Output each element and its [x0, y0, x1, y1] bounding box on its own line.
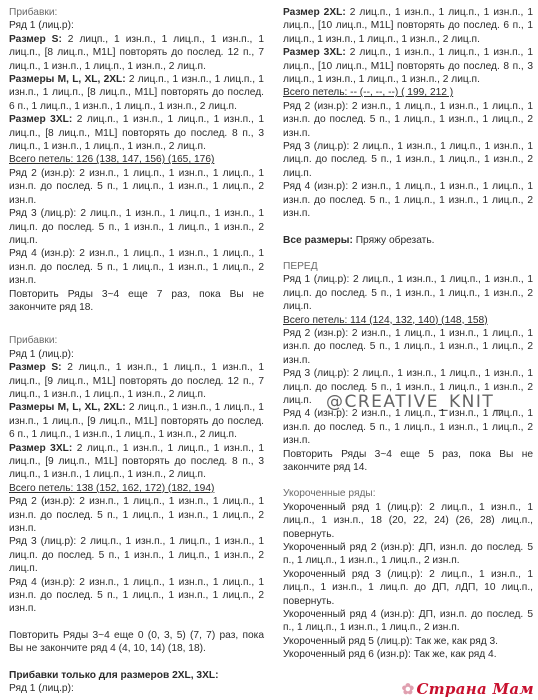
size-instruction [9, 113, 264, 153]
row-instruction: Ряд 4 (изн.р): 2 изн.п., 1 лиц.п., 1 изн.п., 1 лиц.п., 1 изн.п. до послед. 5 п., 1 лиц.п., 1 изн.п., 1 лиц.п., 2 изн.п. [9, 576, 264, 615]
stitch-total: Всего петель: 126 (138, 147, 156) (165, 176) [9, 154, 215, 166]
row-instruction: Ряд 4 (изн.р): 2 изн.п., 1 лиц.п., 1 изн.п., 1 лиц.п., 1 изн.п. до послед. 5 п., 1 лиц.п., 1 изн.п., 1 лиц.п., 2 изн.п. [283, 408, 533, 447]
repeat-instruction: Повторить Ряды 3~4 еще 7 раз, пока Вы не закончите ряд 18. [9, 288, 264, 313]
stitch-total: Всего петель: 114 (124, 132, 140) (148, 158) [283, 314, 488, 326]
size-label: Размер 3XL: [9, 114, 73, 126]
size-instruction [9, 442, 264, 482]
stitch-total: Всего петель: -- (--, --, --) ( 199, 212 ) [283, 87, 454, 99]
short-rows-heading: Укороченные ряды: [283, 488, 376, 500]
short-row-instruction: Укороченный ряд 1 (лиц.р): 2 лиц.п., 1 изн.п., 1 лиц.п., 1 изн.п., 18 (20, 22, 24) (26, 28) лиц.п., повернуть. [283, 501, 533, 540]
row-instruction: Ряд 2 (изн.р): 2 изн.п., 1 лиц.п., 1 изн.п., 1 лиц.п., 1 изн.п. до послед. 5 п., 1 лиц.п., 1 изн.п., 1 лиц.п., 2 изн.п. [283, 327, 533, 366]
stitch-total: Всего петель: 138 (152, 162, 172) (182, 194) [9, 482, 215, 494]
size-instruction [9, 361, 264, 401]
size-text: 2 лиц.п., 1 изн.п., 1 лиц.п., 1 изн.п., 1 лиц.п., [8 лиц.п., M1L] повторять до послед. 6 п., 1 лиц.п., 1 изн.п., 1 лиц.п., 1 изн.п., 2 лиц.п. [9, 74, 264, 112]
repeat-instruction: Повторить Ряды 3~4 еще 0 (0, 3, 5) (7, 7) раз, пока Вы не закончите ряд 4 (4, 10, 14) (18, 18). [9, 629, 264, 655]
row-instruction: Ряд 2 (изн.р): 2 изн.п., 1 лиц.п., 1 изн.п., 1 лиц.п., 1 изн.п. до послед. 5 п., 1 лиц.п., 1 изн.п., 1 лиц.п., 2 изн.п. [9, 496, 264, 535]
size-label: Размеры M, L, XL, 2XL: [9, 402, 126, 414]
repeat-instruction: Повторить Ряды 3~4 еще 5 раз, пока Вы не закончите ряд 14. [283, 448, 533, 473]
size-instruction [283, 46, 533, 86]
size-label: Размер 3XL: [9, 442, 73, 454]
front-heading: ПЕРЕД [283, 260, 318, 272]
row-instruction: Ряд 1 (лиц.р): [9, 683, 74, 695]
size-text: 2 лиц.п., 1 изн.п., 1 лиц.п., 1 изн.п., 1 лиц.п., [9 лиц.п., M1L] повторять до послед. 8 п., 3 лиц.п., 1 изн.п., 1 лиц.п., 1 изн.п., 2 лиц.п. [9, 442, 265, 481]
size-text: 2 лиц.п., 1 изн.п., 1 лиц.п., 1 изн.п., 1 лиц.п., [9 лиц.п., M1L] повторять до послед. 12 п., 7 лиц.п., 1 изн.п., 1 лиц.п., 1 изн.п., 2 лиц.п. [9, 362, 264, 400]
section-heading-text: Прибавки только для размеров 2XL, 3XL: [9, 669, 219, 681]
row-instruction: Ряд 2 (изн.р): 2 изн.п., 1 лиц.п., 1 изн.п., 1 лиц.п., 1 изн.п. до послед. 5 п., 1 лиц.п., 1 изн.п., 1 лиц.п., 2 изн.п. [9, 167, 264, 206]
row-instruction: Ряд 4 (изн.р): 2 изн.п., 1 лиц.п., 1 изн.п., 1 лиц.п., 1 изн.п. до послед. 5 п., 1 лиц.п., 1 изн.п., 1 лиц.п., 2 изн.п. [283, 181, 533, 220]
size-instruction [9, 401, 264, 441]
short-row-instruction: Укороченный ряд 6 (изн.р): Так же, как ряд 4. [283, 649, 497, 661]
size-instruction [283, 6, 533, 46]
right-column [283, 6, 533, 662]
row-instruction: Ряд 2 (изн.р): 2 изн.п., 1 лиц.п., 1 изн.п., 1 лиц.п., 1 изн.п. до послед. 5 п., 1 лиц.п., 1 изн.п., 1 лиц.п., 2 изн.п. [283, 100, 533, 139]
size-instruction [9, 33, 264, 73]
row-instruction: Ряд 3 (лиц.р): 2 лиц.п., 1 изн.п., 1 лиц.п., 1 изн.п., 1 лиц.п. до послед. 5 п., 1 изн.п., 1 лиц.п., 1 изн.п., 2 лиц.п. [283, 368, 533, 406]
logo-text: Страна Мам [416, 680, 534, 698]
short-row-instruction: Укороченный ряд 5 (лиц.р): Так же, как ряд 3. [283, 635, 499, 647]
row-instruction: Ряд 1 (лиц.р): 2 лиц.п., 1 изн.п., 1 лиц.п., 1 изн.п., 1 лиц.п. до послед. 5 п., 1 изн.п., 1 лиц.п., 1 изн.п., 2 лиц.п. [283, 274, 533, 313]
section-heading: Прибавки: [9, 7, 58, 18]
size-text: 2 лиц.п., 1 изн.п., 1 лиц.п., 1 изн.п., 1 лиц.п., [8 лиц.п., M1L] повторять до послед. 8 п., 3 лиц.п., 1 изн.п., 1 лиц.п., 1 изн.п., 2 лиц.п. [9, 114, 265, 153]
size-label: Размеры M, L, XL, 2XL: [9, 74, 126, 86]
size-label: Размер 3XL: [283, 47, 346, 59]
size-label: Размер 2XL: [283, 7, 346, 18]
flower-icon: ✿ [401, 680, 415, 698]
size-text: 2 лиц.п., 1 изн.п., 1 лиц.п., 1 изн.п., 1 лиц.п., [10 лиц.п., M1L] повторять до послед. 6 п., 1 лиц.п., 1 изн.п., 1 лиц.п., 1 изн.п., 2 лиц.п. [283, 7, 534, 45]
row-instruction: Ряд 3 (лиц.р): 2 лиц.п., 1 изн.п., 1 лиц.п., 1 изн.п., 1 лиц.п. до послед. 5 п., 1 изн.п., 1 лиц.п., 1 изн.п., 2 лиц.п. [9, 208, 264, 246]
size-text: 2 лицп., 1 изн.п., 1 лиц.п., 1 изн.п., 1 лиц.п., [8 лиц.п., M1L] повторять до послед. 12 п., 7 лиц.п., 1 изн.п., 1 лиц.п., 1 изн.п., 2 лиц.п. [9, 33, 264, 72]
section-heading: Прибавки: [9, 335, 58, 347]
size-text: 2 лиц.п., 1 изн.п., 1 лиц.п., 1 изн.п., 1 лиц.п., [9 лиц.п., M1L] повторять до послед. 6 п., 1 лиц.п., 1 изн.п., 1 лиц.п., 1 изн.п., 2 лиц.п. [9, 402, 264, 441]
section-heading [9, 669, 264, 682]
all-sizes-text: Пряжу обрезать. [352, 234, 435, 246]
size-text: 2 лиц.п., 1 изн.п., 1 лиц.п., 1 изн.п., 1 лиц.п., [10 лиц.п., M1L] повторять до послед. 8 п., 3 лиц.п., 1 изн.п., 1 лиц.п., 1 изн.п., 2 лиц.п. [283, 47, 534, 86]
all-sizes-label: Все размеры: [283, 234, 353, 246]
all-sizes-instruction [283, 234, 533, 247]
row-instruction: Ряд 4 (изн.р): 2 изн.п., 1 лиц.п., 1 изн.п., 1 лиц.п., 1 изн.п. до послед. 5 п., 1 лиц.п., 1 изн.п., 1 лиц.п., 2 изн.п. [9, 248, 264, 287]
short-row-instruction: Укороченный ряд 2 (изн.р): ДП, изн.п. до послед. 5 п., 1 лиц.п., 1 изн.п., 1 лиц.п., 2 изн.п. [283, 542, 533, 567]
watermark: @CREATIVE_KNIT_ [326, 392, 505, 412]
short-row-instruction: Укороченный ряд 4 (изн.р): ДП, изн.п. до послед. 5 п., 1 лиц.п., 1 изн.п., 1 лиц.п., 2 изн.п. [283, 609, 533, 634]
short-row-instruction: Укороченный ряд 3 (лиц.р): 2 лиц.п., 1 изн.п., 1 лиц.п., 1 изн.п., 1 лиц.п. до ДП, лДП, 10 лиц.п., повернуть. [283, 568, 533, 607]
row-instruction: Ряд 3 (лиц.р): 2 лиц.п., 1 изн.п., 1 лиц.п., 1 изн.п., 1 лиц.п. до послед. 5 п., 1 изн.п., 1 лиц.п., 1 изн.п., 2 лиц.п. [9, 536, 264, 575]
row-instruction: Ряд 1 (лиц.р): [9, 348, 74, 360]
row-instruction: Ряд 3 (лиц.р): 2 лиц.п., 1 изн.п., 1 лиц.п., 1 изн.п., 1 лиц.п. до послед. 5 п., 1 изн.п., 1 лиц.п., 1 изн.п., 2 лиц.п. [283, 141, 533, 179]
left-column [9, 6, 264, 696]
site-logo[interactable] [402, 680, 534, 698]
row-instruction: Ряд 1 (лиц.р): [9, 20, 74, 32]
size-label: Размер S: [9, 362, 62, 374]
size-instruction [9, 73, 264, 113]
size-label: Размер S: [9, 33, 62, 45]
